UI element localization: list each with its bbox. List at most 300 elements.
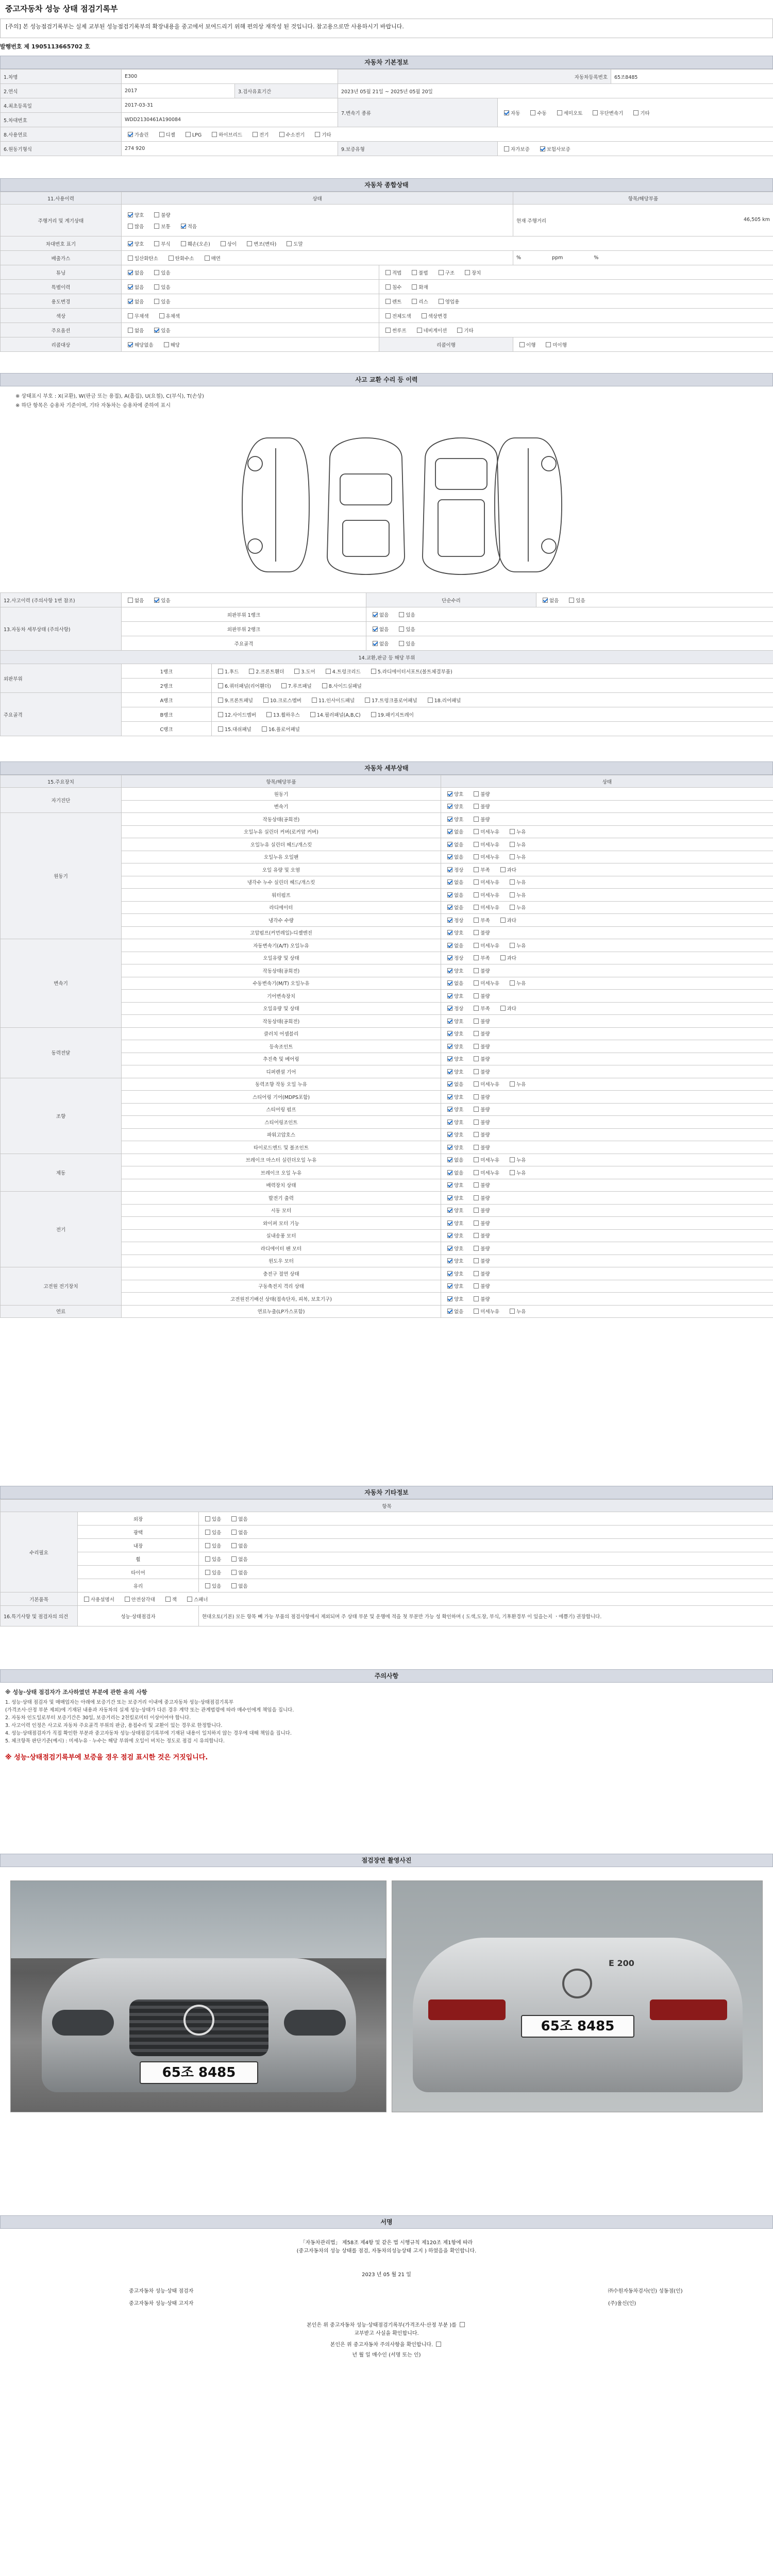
vinmark-checkbox[interactable] [221, 241, 226, 246]
repair-item: 휠 [78, 1552, 199, 1566]
special-sub-checkbox[interactable] [412, 284, 417, 290]
state-checkbox[interactable] [474, 1283, 479, 1289]
repair-item: 유리 [78, 1579, 199, 1592]
state-checkbox[interactable] [447, 1283, 452, 1289]
fuel-checkbox[interactable] [128, 132, 133, 137]
state-checkbox[interactable] [447, 1221, 452, 1226]
detail-state [441, 1065, 773, 1078]
mileage-checkbox[interactable] [154, 212, 159, 217]
repair-checkbox[interactable] [231, 1570, 237, 1575]
tuning-label: 있음 [161, 270, 171, 276]
rear-photo [392, 1880, 763, 2112]
emission-checkbox[interactable] [205, 256, 210, 261]
basic-item-checkbox[interactable] [165, 1597, 171, 1602]
repair-label: 있음 [212, 1583, 222, 1589]
state-checkbox[interactable] [474, 791, 479, 796]
repair-label: 있음 [212, 1543, 222, 1549]
state-label: 불량 [480, 1183, 490, 1189]
repair-checkbox[interactable] [205, 1530, 210, 1535]
recall-label: 해당 [170, 342, 180, 348]
state-checkbox[interactable] [500, 867, 506, 872]
state-checkbox[interactable] [500, 1006, 506, 1011]
color-checkbox[interactable] [128, 313, 133, 318]
tuning-sub-checkbox[interactable] [465, 270, 470, 275]
rank-c-checkbox[interactable] [262, 726, 267, 732]
state-label: 부족 [480, 918, 490, 924]
rank1-checkbox[interactable] [294, 669, 299, 674]
color-label: 무채색 [135, 313, 149, 319]
state-label: 양호 [454, 1107, 464, 1113]
state-checkbox[interactable] [447, 1195, 452, 1200]
state-label: 없음 [454, 880, 464, 886]
rank-a-checkbox[interactable] [218, 698, 223, 703]
state-checkbox[interactable] [474, 1019, 479, 1024]
rank1-label: 3.도어 [301, 669, 315, 675]
state-checkbox[interactable] [474, 993, 479, 998]
detail-state [441, 1280, 773, 1293]
state-checkbox[interactable] [447, 1107, 452, 1112]
color-sub-checkbox[interactable] [385, 313, 391, 318]
basic-item-checkbox[interactable] [84, 1597, 89, 1602]
state-checkbox[interactable] [447, 1132, 452, 1137]
state-checkbox[interactable] [447, 1309, 452, 1314]
tuning-sub-label: 구조 [445, 270, 455, 276]
state-label: 양호 [454, 1195, 464, 1201]
state-checkbox[interactable] [474, 1271, 479, 1276]
rank-b-checkbox[interactable] [218, 712, 223, 717]
rank-b-checkbox[interactable] [371, 712, 376, 717]
state-checkbox[interactable] [447, 817, 452, 822]
trans-checkbox[interactable] [557, 110, 562, 115]
state-checkbox[interactable] [474, 1296, 479, 1301]
tuning-checkbox[interactable] [154, 270, 159, 275]
detail-item: 오일누유 오일팬 [122, 851, 441, 863]
value-checkbox[interactable] [373, 641, 378, 646]
state-checkbox[interactable] [474, 1170, 479, 1175]
color-label: 유채색 [165, 313, 180, 319]
option-checkbox[interactable] [154, 328, 159, 333]
detail-item: 브레이크 오일 누유 [122, 1166, 441, 1179]
state-checkbox[interactable] [447, 1081, 452, 1087]
rank2-checkbox[interactable] [218, 683, 223, 688]
state-checkbox[interactable] [474, 943, 479, 948]
recall-checkbox[interactable] [164, 342, 169, 347]
state-checkbox[interactable] [474, 1044, 479, 1049]
state-checkbox[interactable] [510, 829, 515, 834]
state-checkbox[interactable] [474, 1221, 479, 1226]
state-checkbox[interactable] [474, 1069, 479, 1074]
fuel-label: 가솔린 [135, 132, 149, 138]
color-checkbox[interactable] [159, 313, 164, 318]
repair-checkbox[interactable] [231, 1583, 237, 1588]
state-checkbox[interactable] [447, 1258, 452, 1263]
state-checkbox[interactable] [474, 1145, 479, 1150]
cert-label: 발행번호 제 [0, 43, 29, 50]
trans-label: 자동 [511, 110, 520, 116]
option-label: 주요옵션 [1, 323, 122, 337]
reg-label: 자동차등록번호 [338, 70, 611, 84]
vinmark-checkbox[interactable] [128, 241, 133, 246]
state-checkbox[interactable] [447, 1233, 452, 1238]
state-checkbox[interactable] [474, 842, 479, 847]
state-checkbox[interactable] [447, 1170, 452, 1175]
state-checkbox[interactable] [474, 1132, 479, 1137]
state-checkbox[interactable] [447, 879, 452, 885]
value-checkbox[interactable] [399, 641, 404, 646]
detail-item: 워터펌프 [122, 889, 441, 902]
state-checkbox[interactable] [447, 842, 452, 847]
vinmark-checkbox[interactable] [181, 241, 186, 246]
recall-sub-checkbox[interactable] [519, 342, 525, 347]
tuning-sub-checkbox[interactable] [385, 270, 391, 275]
usechange-sub-checkbox[interactable] [385, 299, 391, 304]
state-checkbox[interactable] [474, 1006, 479, 1011]
state-checkbox[interactable] [474, 980, 479, 986]
repair-checkbox[interactable] [231, 1543, 237, 1548]
state-checkbox[interactable] [447, 854, 452, 859]
simple-checkbox[interactable] [543, 598, 548, 603]
state-label: 양호 [454, 930, 464, 937]
opinion-label: 16.특기사항 및 점검자의 의견 [1, 1606, 78, 1626]
trans-label: 무단변속기 [599, 110, 624, 116]
warranty-checkbox[interactable] [504, 146, 509, 151]
option-sub-checkbox[interactable] [457, 328, 462, 333]
recv1-checkbox[interactable] [460, 2322, 465, 2327]
state-checkbox[interactable] [474, 968, 479, 973]
rank-1: 1랭크 [122, 664, 212, 679]
emission-checkbox[interactable] [169, 256, 174, 261]
repair-checkbox[interactable] [205, 1583, 210, 1588]
state-checkbox[interactable] [447, 829, 452, 834]
state-checkbox[interactable] [447, 1157, 452, 1162]
basic-table [0, 69, 773, 156]
caution-red: ※ 성능·상태점검기록부에 보증을 경우 점검 표시한 것은 거짓입니다. [5, 1754, 208, 1761]
repair-checkbox[interactable] [205, 1556, 210, 1562]
rank-b-checkbox[interactable] [310, 712, 315, 717]
detail-item: 오일 유량 및 오염 [122, 863, 441, 876]
detail-state [441, 825, 773, 838]
state-checkbox[interactable] [474, 892, 479, 897]
state-checkbox[interactable] [447, 955, 452, 960]
meter-checkbox[interactable] [154, 224, 159, 229]
repair-checkbox[interactable] [205, 1543, 210, 1548]
rank-c-checkbox[interactable] [218, 726, 223, 732]
value-checkbox[interactable] [399, 612, 404, 617]
option-label: 있음 [161, 328, 171, 334]
state-checkbox[interactable] [510, 879, 515, 885]
rank1-checkbox[interactable] [371, 669, 376, 674]
org1-text: ㈜수원자동차검사(인) 성동점(인) [608, 2289, 683, 2294]
tuning-sub [379, 265, 773, 280]
fuel-checkbox[interactable] [212, 132, 217, 137]
usechange-sub-checkbox[interactable] [412, 299, 417, 304]
state-checkbox[interactable] [510, 1157, 515, 1162]
vinmark-label: 도말 [293, 241, 303, 247]
state-checkbox[interactable] [447, 867, 452, 872]
meter-checkbox[interactable] [181, 224, 186, 229]
repair-item: 내장 [78, 1539, 199, 1552]
state-checkbox[interactable] [447, 968, 452, 973]
state-checkbox[interactable] [447, 1182, 452, 1188]
recv1-text: 본인은 위 중고자동차 성능·상태점검기록부(가격조사·산정 부분 )를 [307, 2323, 457, 2328]
state-checkbox[interactable] [447, 1044, 452, 1049]
state-label: 불량 [480, 1044, 490, 1050]
org2-text: (주)율신(인) [608, 2301, 636, 2307]
rank-b-checkbox[interactable] [266, 712, 272, 717]
state-checkbox[interactable] [447, 1006, 452, 1011]
state-checkbox[interactable] [447, 1246, 452, 1251]
state-checkbox[interactable] [447, 980, 452, 986]
acc-checkbox[interactable] [128, 598, 133, 603]
state-label: 양호 [454, 1031, 464, 1038]
state-checkbox[interactable] [447, 930, 452, 935]
warranty-label: 보험사보증 [546, 146, 570, 152]
usechange-sub-label: 영업용 [445, 299, 460, 305]
detail-item: 클러치 어셈블리 [122, 1027, 441, 1040]
trans-checkbox[interactable] [633, 110, 638, 115]
state-label: 양호 [454, 817, 464, 823]
value-row-2: 외판부위 2랭크 [122, 622, 366, 636]
rank-a-checkbox[interactable] [365, 698, 370, 703]
repair-checkbox[interactable] [231, 1516, 237, 1521]
repair-checkbox[interactable] [205, 1570, 210, 1575]
state-label: 양호 [454, 1221, 464, 1227]
repair-checkbox[interactable] [231, 1556, 237, 1562]
state-checkbox[interactable] [474, 804, 479, 809]
basic-item-checkbox[interactable] [187, 1597, 192, 1602]
rank1-checkbox[interactable] [218, 669, 223, 674]
state-checkbox[interactable] [510, 943, 515, 948]
special-sub-checkbox[interactable] [385, 284, 391, 290]
state-checkbox[interactable] [474, 879, 479, 885]
rank1-checkbox[interactable] [326, 669, 331, 674]
state-checkbox[interactable] [474, 1107, 479, 1112]
state-checkbox[interactable] [474, 1031, 479, 1036]
state-checkbox[interactable] [447, 1296, 452, 1301]
rank1-label: 2.프론트휀더 [256, 669, 284, 675]
color-sub-checkbox[interactable] [422, 313, 427, 318]
value-row-1: 외판부위 1랭크 [122, 607, 366, 622]
state-checkbox[interactable] [510, 1309, 515, 1314]
special-checkbox[interactable] [154, 284, 159, 290]
repair-options [199, 1512, 773, 1526]
state-checkbox[interactable] [447, 943, 452, 948]
state-checkbox[interactable] [474, 867, 479, 872]
emission-checkbox[interactable] [128, 256, 133, 261]
detail-state [441, 788, 773, 801]
detail-item: 고압펌프(커먼레일)-디젤엔진 [122, 926, 441, 939]
option-sub [379, 323, 773, 337]
vinmark-checkbox[interactable] [154, 241, 159, 246]
state-checkbox[interactable] [510, 1170, 515, 1175]
state-label: 양호 [454, 791, 464, 798]
trans-label: 7.변속기 종류 [338, 98, 498, 127]
value-checkbox[interactable] [373, 626, 378, 632]
state-checkbox[interactable] [474, 817, 479, 822]
state-checkbox[interactable] [447, 1208, 452, 1213]
rank-a-checkbox[interactable] [312, 698, 317, 703]
state-checkbox[interactable] [510, 1081, 515, 1087]
acc-label: 있음 [161, 598, 171, 604]
state-checkbox[interactable] [474, 854, 479, 859]
emission-unit: ppm [552, 255, 563, 261]
vinmark-checkbox[interactable] [247, 241, 252, 246]
tuning-sub-checkbox[interactable] [439, 270, 444, 275]
state-checkbox[interactable] [447, 1019, 452, 1024]
state-checkbox[interactable] [447, 791, 452, 796]
warranty-checkbox[interactable] [540, 146, 545, 151]
usechange-checkbox[interactable] [128, 299, 133, 304]
state-checkbox[interactable] [510, 892, 515, 897]
state-label: 없음 [454, 905, 464, 911]
rank-a-checkbox[interactable] [263, 698, 268, 703]
state-checkbox[interactable] [474, 905, 479, 910]
rank-a-checkbox[interactable] [428, 698, 433, 703]
simple-checkbox[interactable] [569, 598, 574, 603]
state-checkbox[interactable] [474, 955, 479, 960]
detail-item: 등속조인트 [122, 1040, 441, 1053]
state-checkbox[interactable] [474, 1233, 479, 1238]
value-label: 있음 [406, 612, 415, 618]
state-checkbox[interactable] [447, 918, 452, 923]
repair-options [199, 1552, 773, 1566]
trans-checkbox[interactable] [504, 110, 509, 115]
state-checkbox[interactable] [474, 1182, 479, 1188]
rank2-checkbox[interactable] [322, 683, 327, 688]
state-checkbox[interactable] [474, 1157, 479, 1162]
value-checkbox[interactable] [373, 612, 378, 617]
detail-state [441, 1091, 773, 1104]
state-label: 없음 [454, 1158, 464, 1164]
state-checkbox[interactable] [474, 1258, 479, 1263]
state-checkbox[interactable] [510, 842, 515, 847]
state-checkbox[interactable] [510, 905, 515, 910]
option-checkbox[interactable] [128, 328, 133, 333]
vinmark-checkbox[interactable] [287, 241, 292, 246]
trans-checkbox[interactable] [593, 110, 598, 115]
special-checkbox[interactable] [128, 284, 133, 290]
year-label: 2.연식 [1, 84, 122, 98]
state-label: 미세누유 [480, 905, 500, 911]
state-checkbox[interactable] [474, 1246, 479, 1251]
fuel-checkbox[interactable] [315, 132, 320, 137]
detail-col-3: 상태 [441, 775, 773, 788]
state-checkbox[interactable] [447, 1056, 452, 1061]
detail-section-head: 자동차 세부상태 [0, 761, 773, 775]
acc-checkbox[interactable] [154, 598, 159, 603]
state-checkbox[interactable] [447, 804, 452, 809]
recall-checkbox[interactable] [128, 342, 133, 347]
reg-value: 65조8485 [611, 70, 773, 84]
detail-state [441, 939, 773, 952]
state-checkbox[interactable] [474, 1056, 479, 1061]
rank2-label: 7.루프패널 [288, 683, 312, 689]
state-checkbox[interactable] [474, 1094, 479, 1099]
detail-item: 충전구 절연 상태 [122, 1267, 441, 1280]
detail-item: 구동축전지 격리 상태 [122, 1280, 441, 1293]
state-checkbox[interactable] [447, 1069, 452, 1074]
state-checkbox[interactable] [447, 892, 452, 897]
state-checkbox[interactable] [474, 918, 479, 923]
fuel-checkbox[interactable] [253, 132, 258, 137]
tuning-checkbox[interactable] [128, 270, 133, 275]
color-sub-label: 전체도색 [392, 313, 411, 319]
state-checkbox[interactable] [447, 1094, 452, 1099]
state-checkbox[interactable] [500, 955, 506, 960]
fuel-checkbox[interactable] [279, 132, 284, 137]
usechange-checkbox[interactable] [154, 299, 159, 304]
state-checkbox[interactable] [474, 1309, 479, 1314]
mileage-label: 불량 [161, 212, 171, 218]
detail-item: 고전원전기배선 상태(접속단자, 피복, 보호기구) [122, 1293, 441, 1306]
meter-checkbox[interactable] [128, 224, 133, 229]
recall-sub-checkbox[interactable] [546, 342, 551, 347]
option-sub-checkbox[interactable] [417, 328, 422, 333]
detail-item: 자동변속기(A/T) 오일누유 [122, 939, 441, 952]
option-sub-checkbox[interactable] [385, 328, 391, 333]
basic-section-head: 자동차 기본정보 [0, 56, 773, 69]
state-checkbox[interactable] [510, 980, 515, 986]
repair-checkbox[interactable] [205, 1516, 210, 1521]
state-label: 누유 [516, 1309, 526, 1315]
trans-checkbox[interactable] [530, 110, 535, 115]
simple-label: 있음 [576, 598, 585, 604]
state-checkbox[interactable] [474, 1208, 479, 1213]
cert-number [0, 42, 90, 50]
recv3-checkbox[interactable] [436, 2342, 441, 2347]
repair-checkbox[interactable] [231, 1530, 237, 1535]
state-checkbox[interactable] [447, 1031, 452, 1036]
detail-item: 타이로드엔드 및 볼조인트 [122, 1141, 441, 1154]
value-checkbox[interactable] [399, 626, 404, 632]
state-checkbox[interactable] [447, 993, 452, 998]
rank-2: 2랭크 [122, 679, 212, 693]
state-label: 양호 [454, 1044, 464, 1050]
rank2-checkbox[interactable] [281, 683, 287, 688]
state-checkbox[interactable] [474, 1120, 479, 1125]
state-label: 미세누유 [480, 1082, 500, 1088]
tuning-sub-checkbox[interactable] [412, 270, 417, 275]
state-label: 불량 [480, 930, 490, 937]
fuel-checkbox[interactable] [186, 132, 191, 137]
parts-head: 14.교환,판금 등 해당 부위 [1, 651, 773, 664]
state-checkbox[interactable] [510, 854, 515, 859]
mileage-checkbox[interactable] [128, 212, 133, 217]
rank1-checkbox[interactable] [249, 669, 254, 674]
state-checkbox[interactable] [447, 905, 452, 910]
acc-options [122, 593, 366, 607]
usechange-sub-checkbox[interactable] [439, 299, 444, 304]
basic-item-checkbox[interactable] [125, 1597, 130, 1602]
state-checkbox[interactable] [474, 829, 479, 834]
outer-label: 외판부위 [1, 664, 122, 693]
state-label: 양호 [454, 993, 464, 999]
caution-item: (가격조사·산정 부분 제외)에 기재된 내용과 자동차의 실제 성능·상태가 다른 경우 계약 또는 관계법령에 따라 매수인에게 책임을 집니다. [5, 1707, 294, 1713]
fuel-checkbox[interactable] [159, 132, 164, 137]
basic-item-label: 잭 [172, 1597, 177, 1603]
sign-line-2: (중고자동차의 성능 상태를 점검, 자동차의성능상태 고지 ) 하였음을 확인합니다. [296, 2248, 477, 2254]
state-checkbox[interactable] [447, 1271, 452, 1276]
vinmark-label: 차대번호 표기 [1, 236, 122, 251]
state-checkbox[interactable] [474, 1195, 479, 1200]
state-checkbox[interactable] [447, 1145, 452, 1150]
state-label: 미세누유 [480, 943, 500, 949]
state-checkbox[interactable] [447, 1120, 452, 1125]
detail-row [1, 788, 773, 801]
state-checkbox[interactable] [474, 1081, 479, 1087]
state-checkbox[interactable] [500, 918, 506, 923]
state-checkbox[interactable] [474, 930, 479, 935]
